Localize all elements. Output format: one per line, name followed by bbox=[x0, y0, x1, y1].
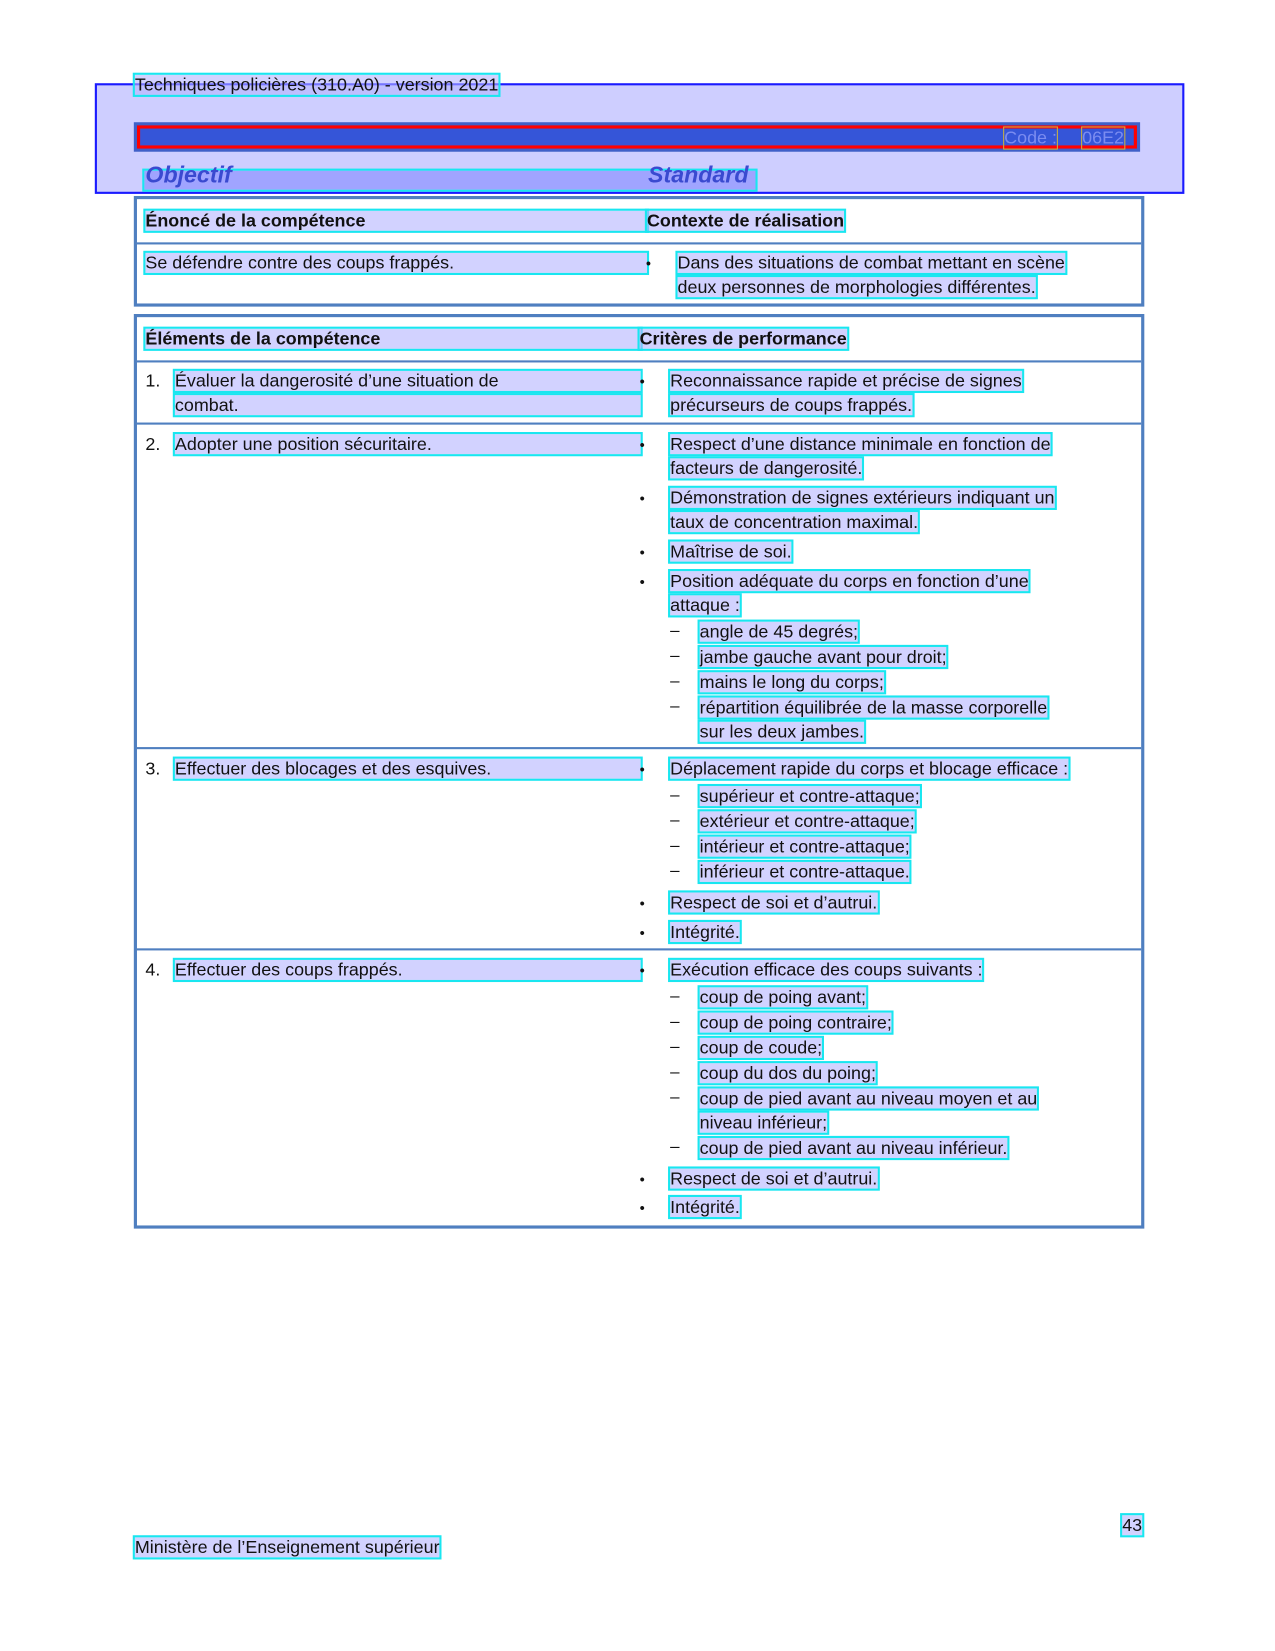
element-number: 1. bbox=[145, 370, 161, 391]
criterion-text: facteurs de dangerosité. bbox=[670, 458, 863, 479]
table-divider bbox=[137, 747, 1141, 749]
dash-icon: – bbox=[670, 1063, 680, 1082]
element-text: Évaluer la dangerosité d’une situation de bbox=[175, 371, 641, 391]
standard-heading: Standard bbox=[648, 161, 749, 188]
element-number: 2. bbox=[145, 434, 161, 455]
dash-icon: – bbox=[670, 1088, 680, 1107]
element-number: 3. bbox=[145, 758, 161, 779]
criterion-text: attaque : bbox=[670, 595, 740, 616]
element-number: 4. bbox=[145, 959, 161, 980]
criterion-text: Maîtrise de soi. bbox=[670, 541, 792, 562]
page-number: 43 bbox=[1122, 1515, 1143, 1536]
criterion-text: précurseurs de coups frappés. bbox=[670, 395, 913, 416]
dash-icon: – bbox=[670, 1037, 680, 1056]
criteres-header: Critères de performance bbox=[639, 328, 847, 349]
dash-icon: – bbox=[670, 987, 680, 1006]
bullet-icon: • bbox=[639, 962, 645, 979]
dash-icon: – bbox=[670, 1137, 680, 1156]
bullet-icon: • bbox=[639, 573, 645, 591]
criterion-text: Intégrité. bbox=[670, 921, 740, 943]
dash-icon: – bbox=[670, 697, 680, 716]
code-bar bbox=[134, 122, 1140, 152]
table-divider bbox=[137, 360, 1141, 362]
sub-criterion-text: supérieur et contre-attaque; bbox=[699, 786, 920, 807]
sub-criterion-text: intérieur et contre-attaque; bbox=[699, 836, 910, 857]
sub-criterion-text: coup de coude; bbox=[699, 1037, 823, 1058]
criterion-text: Respect de soi et d’autrui. bbox=[670, 892, 878, 913]
sub-criterion-text: mains le long du corps; bbox=[699, 672, 884, 693]
element-text: Effectuer des blocages et des esquives. bbox=[175, 759, 641, 779]
table-divider bbox=[137, 948, 1141, 950]
contexte-header: Contexte de réalisation bbox=[646, 210, 845, 231]
element-text: Effectuer des coups frappés. bbox=[175, 960, 641, 980]
criterion-text: Position adéquate du corps en fonction d’une bbox=[670, 571, 1029, 592]
code-value: 06E2 bbox=[1082, 127, 1124, 148]
bullet-icon: • bbox=[639, 924, 645, 941]
bullet-icon: • bbox=[639, 1170, 645, 1188]
criterion-text: Déplacement rapide du corps et blocage efficace : bbox=[670, 758, 1069, 779]
dash-icon: – bbox=[670, 646, 680, 665]
dash-icon: – bbox=[670, 1012, 680, 1031]
bullet-icon: • bbox=[639, 894, 645, 912]
code-label: Code : bbox=[1004, 127, 1057, 148]
table-divider bbox=[137, 423, 1141, 425]
enonce-text: Se défendre contre des coups frappés. bbox=[145, 253, 647, 273]
contexte-text: Dans des situations de combat mettant en scène bbox=[677, 252, 1065, 273]
elements-header: Éléments de la compétence bbox=[145, 329, 640, 349]
sub-criterion-text: jambe gauche avant pour droit; bbox=[699, 646, 947, 667]
sub-criterion-text: coup de poing contraire; bbox=[699, 1012, 892, 1033]
sub-criterion-text: inférieur et contre-attaque. bbox=[699, 861, 910, 882]
dash-icon: – bbox=[670, 672, 680, 691]
criterion-text: taux de concentration maximal. bbox=[670, 512, 919, 533]
element-text: combat. bbox=[175, 395, 641, 415]
sub-criterion-text: coup de poing avant; bbox=[699, 987, 866, 1008]
dash-icon: – bbox=[670, 621, 680, 640]
objectif-heading: Objectif bbox=[145, 161, 232, 188]
code-bar-inner bbox=[137, 125, 1137, 148]
bullet-icon: • bbox=[645, 254, 652, 272]
program-title: Techniques policières (310.A0) - version 2021 bbox=[134, 74, 499, 95]
criterion-text: Respect de soi et d’autrui. bbox=[670, 1168, 878, 1189]
sub-criterion-text: sur les deux jambes. bbox=[699, 721, 864, 742]
ministry-footer: Ministère de l’Enseignement supérieur bbox=[134, 1537, 440, 1558]
sub-criterion-text: coup de pied avant au niveau moyen et au bbox=[699, 1088, 1038, 1109]
enonce-header: Énoncé de la compétence bbox=[145, 211, 647, 231]
criterion-text: Respect d’une distance minimale en fonction de bbox=[670, 434, 1051, 455]
bullet-icon: • bbox=[639, 760, 645, 778]
bullet-icon: • bbox=[639, 543, 645, 561]
dash-icon: – bbox=[670, 786, 680, 804]
sub-criterion-text: extérieur et contre-attaque; bbox=[699, 811, 915, 832]
dash-icon: – bbox=[670, 836, 680, 855]
dash-icon: – bbox=[670, 811, 680, 830]
sub-criterion-text: angle de 45 degrés; bbox=[699, 621, 859, 642]
bullet-icon: • bbox=[639, 373, 645, 390]
criterion-text: Intégrité. bbox=[670, 1197, 740, 1218]
criterion-text: Reconnaissance rapide et précise de signes bbox=[670, 370, 1022, 391]
sub-criterion-text: coup du dos du poing; bbox=[699, 1063, 876, 1084]
sub-criterion-text: coup de pied avant au niveau inférieur. bbox=[699, 1137, 1008, 1159]
element-text: Adopter une position sécuritaire. bbox=[175, 434, 641, 454]
sub-criterion-text: niveau inférieur; bbox=[699, 1112, 828, 1133]
criterion-text: Démonstration de signes extérieurs indiquant un bbox=[670, 487, 1055, 508]
dash-icon: – bbox=[670, 861, 680, 880]
bullet-icon: • bbox=[639, 1199, 645, 1216]
criterion-text: Exécution efficace des coups suivants : bbox=[670, 959, 983, 980]
table-divider bbox=[137, 242, 1141, 244]
contexte-text: deux personnes de morphologies différentes. bbox=[677, 277, 1036, 298]
bullet-icon: • bbox=[639, 489, 645, 507]
sub-criterion-text: répartition équilibrée de la masse corporelle bbox=[699, 697, 1048, 718]
bullet-icon: • bbox=[639, 436, 645, 454]
